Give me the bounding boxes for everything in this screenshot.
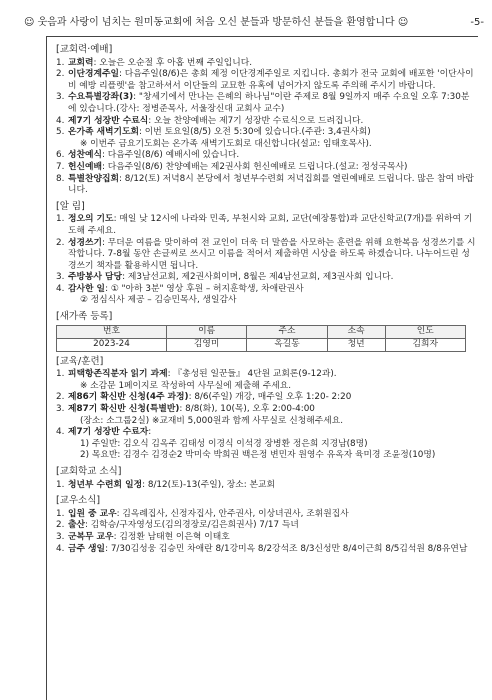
item-text	[68, 162, 476, 174]
list-item	[56, 162, 476, 174]
item-text	[68, 214, 476, 237]
item-text	[68, 480, 476, 492]
section-title: [교우소식]	[56, 495, 101, 507]
item-detail: : 다음주일(8/6) 찬양예배는 제2권사회 헌신예배로 드립니다.(설교: 정성국목사)	[102, 161, 408, 172]
item-text	[68, 92, 476, 115]
item-number	[68, 139, 80, 151]
item-number: 4.	[56, 115, 65, 126]
item-detail: ※ 소감문 1페이지로 작성하여 사무실에 제출해 주세요.	[80, 380, 291, 391]
item-text	[68, 127, 476, 139]
item-number: 4.	[56, 283, 65, 294]
item-detail: : 『총성된 일꾼들』 4단원 교회론(9-12과).	[167, 369, 337, 380]
worship-list	[56, 58, 476, 197]
item-label: 군복무 교우	[68, 531, 114, 542]
item-number: 2.	[56, 237, 65, 248]
item-number: 1.	[56, 508, 65, 519]
page-number: -5-	[470, 17, 484, 28]
list-item	[56, 520, 476, 532]
list-item	[56, 139, 476, 151]
item-label: 피택항존직분자 읽기 과제	[68, 369, 168, 380]
item-label: 입원 중 교우	[68, 508, 117, 519]
item-number: 1.	[56, 369, 65, 380]
item-number: 2.	[56, 392, 65, 403]
item-label: 출산	[68, 520, 85, 531]
section-school	[56, 466, 476, 491]
item-label: 제7기 성장반 수료자	[68, 427, 149, 438]
item-detail: : 오늘 찬양예배는 제7기 성장반 수료식으로 드려집니다.	[148, 115, 364, 126]
item-detail: : "창세기에서 만나는 은혜의 하나님"이란 주제로 8월 9일까지 매주 수요일 오후 7:30분에 있습니다.(강사: 정병준목사, 서울장신대 교회사 교수)	[68, 92, 470, 114]
item-number: 7.	[56, 161, 65, 172]
item-detail: :	[148, 427, 152, 438]
item-number: 4.	[56, 427, 65, 438]
item-label: 특별찬양집회	[68, 173, 119, 184]
item-text	[68, 392, 476, 404]
item-detail: : 오늘은 오순절 후 아홉 번째 주일입니다.	[93, 57, 253, 68]
list-item	[56, 127, 476, 139]
item-detail: : 다음주일(8/6)은 총회 제정 이단경계주일로 지킵니다. 총회가 전국 교회에 배포한 '이단사이비 예방 리플렛'을 참고하셔서 이단들의 교묘한 유혹에 넘어가지 않도록 주의해 주시기 바랍니다.	[68, 69, 474, 91]
section-new-family	[56, 311, 476, 352]
item-number: 1.	[56, 57, 65, 68]
item-detail: : 8/6(주일) 개강, 매주일 오후 1:20- 2:20	[188, 392, 352, 403]
table-cell: 2023-24	[57, 338, 167, 351]
list-item	[56, 369, 476, 381]
item-detail: : 7/30김성웅 김승민 차애란 8/1강미옥 8/2강석조 8/3신성만 8/4이근희 8/5김석원 8/8유연남	[105, 543, 468, 554]
list-item	[56, 532, 476, 544]
list-item	[56, 450, 476, 462]
list-item	[56, 150, 476, 162]
list-item	[56, 174, 476, 197]
item-number: 1.	[56, 479, 65, 490]
item-detail: (장소: 소그룹2실) ※교재비 5,000원과 함께 사무실로 신청해주세요.	[80, 415, 344, 426]
item-text	[68, 284, 476, 296]
item-detail: ② 정심식사 제공 – 김승민목사, 생일감사	[80, 295, 237, 306]
table-cell: 청년	[327, 338, 385, 351]
list-item	[56, 272, 476, 284]
item-text	[80, 439, 476, 451]
item-detail: : 김옥례집사, 신정자집사, 안주권사, 이상녀권사, 조휘원집사	[116, 508, 349, 519]
item-label: 온가족 새벽기도회	[68, 127, 140, 138]
item-text	[68, 150, 476, 162]
item-text	[80, 139, 476, 151]
item-label: 헌신예배	[68, 161, 102, 172]
list-item	[56, 284, 476, 296]
item-label: 주방봉사 담당	[68, 272, 123, 283]
new-family-table	[56, 325, 466, 352]
list-item	[56, 92, 476, 115]
list-item	[56, 509, 476, 521]
list-item	[56, 392, 476, 404]
list-item	[56, 69, 476, 92]
item-label: 제86기 확신반 신청(4주 과정)	[68, 392, 189, 403]
item-number: 3.	[56, 272, 65, 283]
section-title: [교회학교 소식]	[56, 466, 122, 477]
item-label: 수요특별강좌(3)	[68, 92, 134, 103]
section-worship	[56, 44, 476, 197]
table-header-row	[57, 325, 466, 338]
item-text	[68, 238, 476, 273]
item-label: 제7기 성장반 수료식	[68, 115, 149, 126]
section-title: [교육/훈련]	[56, 355, 104, 367]
item-detail: : 이번 토요일(8/5) 오전 5:30에 있습니다.(주관: 3,4권사회)	[139, 127, 371, 138]
item-text	[68, 544, 476, 556]
item-number: 1.	[56, 214, 65, 225]
item-text	[80, 416, 476, 428]
notices-list	[56, 214, 476, 307]
item-number: 2.	[56, 520, 65, 531]
item-number: 5.	[56, 127, 65, 138]
item-text	[68, 404, 476, 416]
item-text	[80, 381, 476, 393]
item-detail: : 제3남선교회, 제2권사회이며, 8월은 제4남선교회, 제3권사회 입니다.	[122, 272, 394, 283]
item-detail: : 다음주일(8/6) 예배시에 있습니다.	[102, 150, 240, 161]
item-number	[68, 381, 80, 393]
item-text	[80, 295, 476, 307]
column-header: 번호	[57, 325, 167, 338]
item-text	[68, 272, 476, 284]
item-detail: : ① "아하 3분" 영상 후원 – 허지훈학생, 차애란권사	[105, 283, 304, 294]
list-item	[56, 544, 476, 556]
item-label: 정오의 기도	[68, 214, 114, 225]
item-detail: : 8/12(토)-13(주일), 장소: 본교회	[142, 479, 276, 490]
item-detail: : 8/12(토) 저녁8시 본당에서 청년부수련회 저녁집회를 열린예배로 드립니다. 많은 참여 바랍니다.	[68, 173, 474, 196]
item-detail: : 매일 낮 12시에 나라와 민족, 부천시와 교회, 교단(예장통합)과 교단신학교(7개)를 위하여 기도해 주세요.	[68, 214, 473, 236]
item-text	[68, 520, 476, 532]
item-text	[68, 69, 476, 92]
page-header	[24, 16, 484, 30]
item-number	[68, 439, 80, 451]
item-label: 청년부 수련회 일정	[68, 479, 143, 490]
list-item	[56, 116, 476, 128]
list-item	[56, 416, 476, 428]
item-number: 2.	[56, 69, 65, 80]
section-title: [교회력·예배]	[56, 44, 113, 55]
list-item	[56, 58, 476, 70]
item-label: 감사한 일	[68, 283, 106, 294]
table-cell: 김희자	[385, 338, 465, 351]
item-text	[68, 174, 476, 197]
item-number: 4.	[56, 543, 65, 554]
section-notices	[56, 201, 476, 307]
item-detail: 1) 주일반: 김오식 김옥주 김태성 이경식 이석경 장병환 정은희 지경남(8명)	[80, 438, 368, 449]
item-label: 제87기 확신반 신청(특별반)	[68, 404, 180, 415]
item-label: 성찬예식	[68, 150, 102, 161]
item-number	[68, 295, 80, 307]
education-list	[56, 369, 476, 462]
bulletin-content	[56, 44, 476, 559]
list-item	[56, 214, 476, 237]
left-border	[46, 36, 47, 700]
list-item	[56, 439, 476, 451]
list-item	[56, 381, 476, 393]
item-detail: : 8/8(화), 10(목), 오후 2:00-4:00	[179, 404, 315, 415]
list-item	[56, 404, 476, 416]
column-header: 소속	[327, 325, 385, 338]
item-detail: : 김정환 남태현 이은혁 이태호	[113, 531, 230, 542]
item-text	[68, 58, 476, 70]
item-text	[68, 509, 476, 521]
column-header: 이름	[167, 325, 247, 338]
item-text	[68, 116, 476, 128]
list-item	[56, 427, 476, 439]
list-item	[56, 480, 476, 492]
item-text	[68, 369, 476, 381]
item-number	[68, 450, 80, 462]
section-title: [알 림]	[56, 200, 85, 212]
header-divider	[46, 36, 478, 37]
item-text	[68, 532, 476, 544]
item-number: 3.	[56, 531, 65, 542]
welcome-banner: ☺ 웃음과 사랑이 넘치는 원미동교회에 처음 오신 분들과 방문하신 분들을 환영합니다 ☺	[24, 17, 409, 28]
item-label: 금주 생일	[68, 543, 106, 554]
list-item	[56, 295, 476, 307]
item-number: 8.	[56, 173, 65, 184]
item-number: 6.	[56, 150, 65, 161]
list-item	[56, 238, 476, 273]
column-header: 주소	[247, 325, 327, 338]
table-cell: 옥길동	[247, 338, 327, 351]
item-detail: : 김학승/구자영성도(김의경장로/김은희권사) 7/17 득녀	[85, 520, 299, 531]
table-cell: 김영미	[167, 338, 247, 351]
section-family-news	[56, 495, 476, 555]
item-number: 3.	[56, 404, 65, 415]
item-detail: : 무더운 여름을 맞이하여 전 교인이 더욱 더 말씀을 사모하는 훈련을 위해 요한복음 성경쓰기를 시작합니다. 7-8월 동안 손글씨로 쓰시고 이름을 적어서 제출하면 시상을 하도록 하겠습니다. 나누어드린 성경쓰기 책자를 활용하시면 됩니다.	[68, 237, 476, 271]
item-number: 3.	[56, 92, 65, 103]
item-detail: 2) 목요반: 김경수 김경순2 박미숙 박희권 백은정 변민자 원영수 유옥자 육미경 조윤정(10명)	[80, 450, 436, 461]
section-education	[56, 356, 476, 462]
table-row	[57, 338, 466, 351]
item-text	[80, 450, 476, 462]
column-header: 인도	[385, 325, 465, 338]
family-news-list	[56, 509, 476, 555]
item-label: 성경쓰기	[68, 237, 102, 248]
section-title: [새가족 등록]	[56, 311, 113, 323]
item-label: 이단경계주일	[68, 69, 119, 80]
school-list	[56, 480, 476, 492]
item-text	[68, 427, 476, 439]
item-number	[68, 416, 80, 428]
item-label: 교회력	[68, 57, 94, 68]
item-detail: ※ 이번주 금요기도회는 온가족 새벽기도회로 대신합니다(설교: 임태호목사).	[80, 138, 372, 149]
